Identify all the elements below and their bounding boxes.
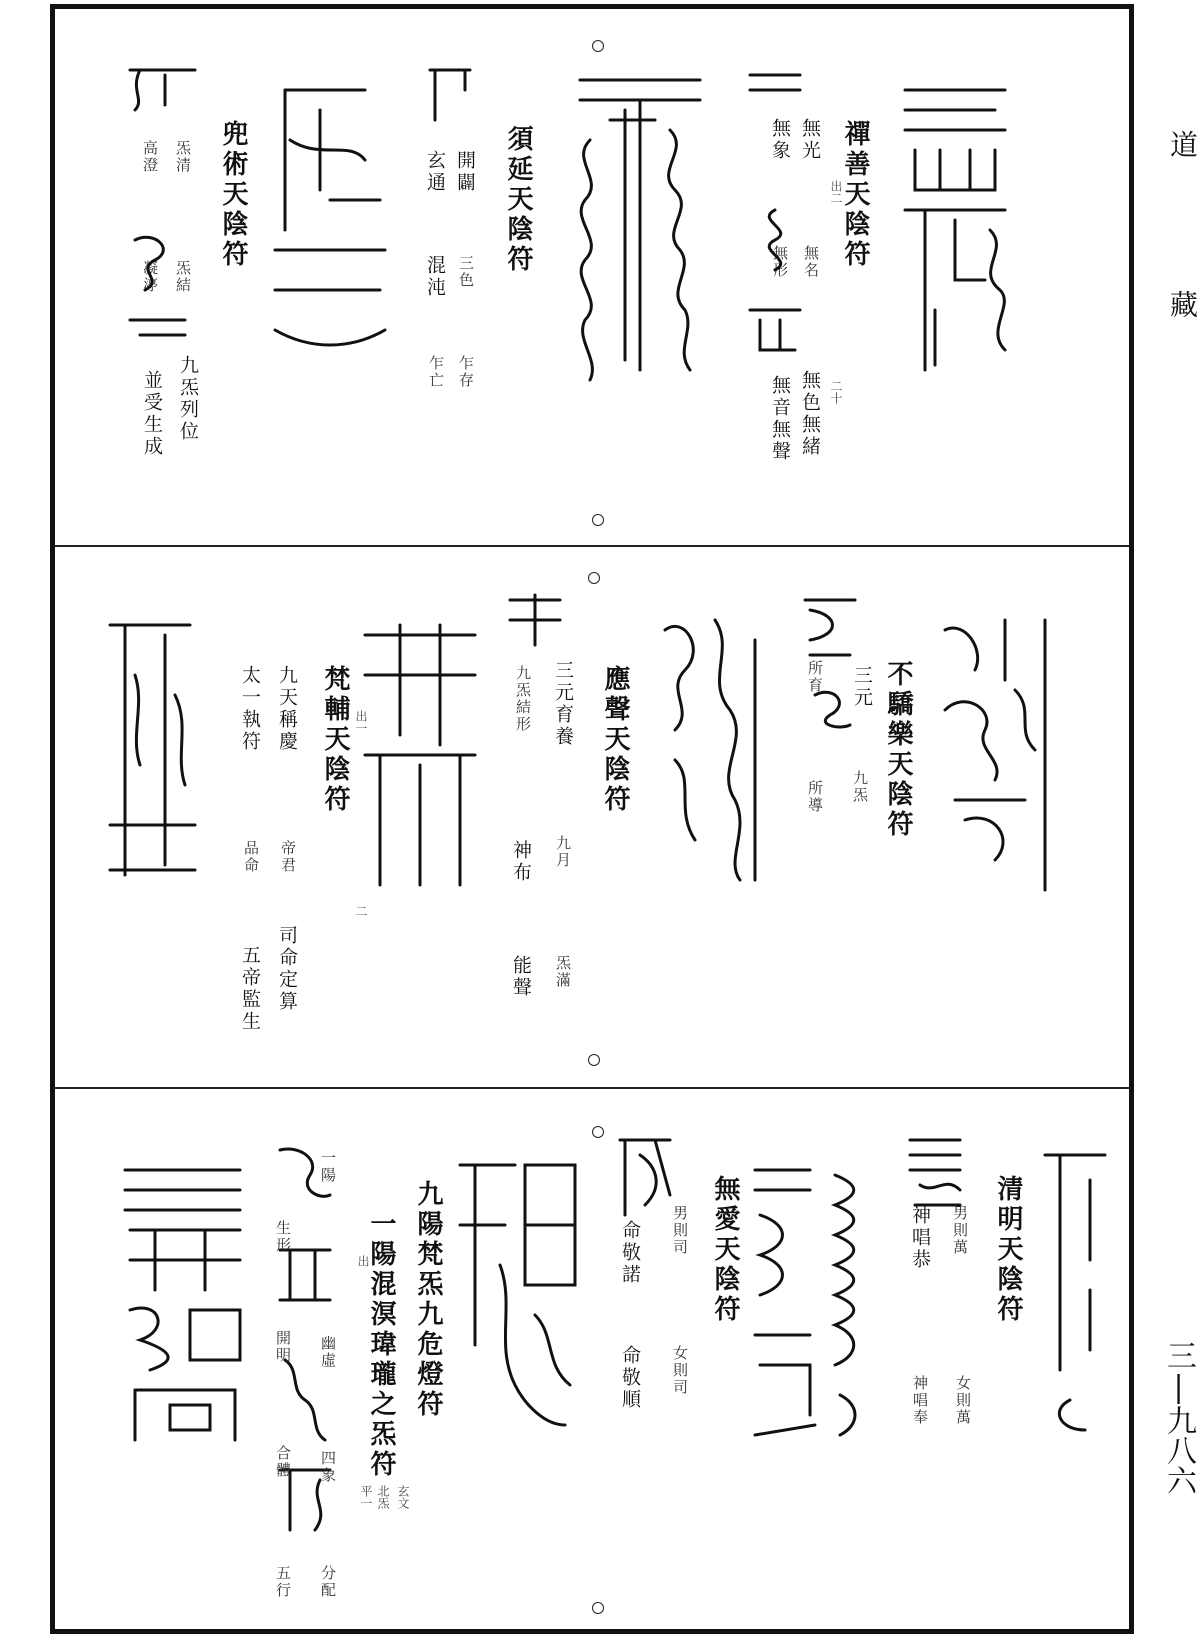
annotation: 無名: [802, 245, 820, 279]
annotation: 九炁列位: [177, 355, 199, 443]
annotation: 高澄: [141, 140, 159, 174]
talisman-title: 清明天陰符: [993, 1175, 1023, 1325]
talisman-title: 無愛天陰符: [710, 1175, 740, 1325]
annotation: 所導: [806, 780, 824, 814]
annotation: 炁滿: [554, 955, 572, 989]
annotation: 分配: [319, 1565, 337, 1599]
annotation: 乍亡: [427, 355, 445, 389]
annotation: 開闢: [454, 150, 476, 194]
seal-glyph-small: [505, 590, 565, 650]
annotation: 三元育養: [552, 660, 574, 748]
annotation: 五帝監生: [239, 945, 261, 1033]
seal-glyph-bujiaole: [935, 610, 1065, 900]
annotation: 九月: [554, 835, 572, 869]
page-number: 三|九八六: [1161, 1340, 1196, 1495]
annotation: 神唱恭: [909, 1205, 931, 1271]
circle-marker: [592, 40, 604, 52]
seal-glyph-large-center: [455, 1145, 585, 1435]
annotation: 生形: [274, 1220, 292, 1254]
talisman-title: 九陽梵炁九危燈符: [413, 1180, 443, 1420]
annotation: 品命: [242, 840, 260, 874]
talisman-title: 須延天陰符: [503, 125, 533, 275]
annotation: 並受生成: [141, 370, 163, 458]
annotation: 四象: [319, 1450, 337, 1484]
seal-glyph-medium: [270, 80, 390, 370]
annotation: 炁結: [174, 260, 192, 294]
seal-glyph-wuai: [750, 1155, 880, 1445]
talisman-title: 應聲天陰符: [600, 665, 630, 815]
annotation: 無音無聲: [769, 375, 791, 463]
seal-glyph-small: [745, 70, 805, 360]
annotation: 男則萬: [951, 1205, 969, 1256]
seal-glyph-large-left: [105, 615, 200, 885]
seal-glyph-fanfu: [360, 615, 480, 895]
annotation: 合體: [274, 1445, 292, 1479]
annotation: 太一執符: [239, 665, 261, 753]
annotation: 司命定算: [276, 925, 298, 1013]
seal-glyph-small: [615, 1135, 675, 1220]
mark: 二: [354, 905, 368, 917]
annotation: 帝君: [279, 840, 297, 874]
annotation: 凝渟: [141, 260, 159, 294]
annotation: 一陽: [319, 1150, 337, 1184]
panel-divider-2: [55, 1087, 1129, 1089]
annotation: 無光: [799, 118, 821, 162]
annotation: 命敬順: [619, 1345, 641, 1411]
annotation: 所育: [806, 660, 824, 694]
annotation: 開明: [274, 1330, 292, 1364]
annotation: 九炁: [851, 770, 869, 804]
mark: 北炁: [376, 1485, 390, 1509]
annotation: 三元: [851, 665, 873, 709]
annotation: 命敬諾: [619, 1220, 641, 1286]
annotation: 混沌: [424, 255, 446, 299]
annotation: 九炁結形: [514, 665, 532, 733]
talisman-title: 禪善天陰符: [840, 120, 870, 270]
margin-label-dao: 道: [1166, 130, 1199, 158]
annotation: 神唱奉: [911, 1375, 929, 1426]
annotation: 九天稱慶: [276, 665, 298, 753]
annotation: 玄通: [424, 150, 446, 194]
seal-glyph-large-left: [120, 1160, 250, 1450]
talisman-title: 梵輔天陰符: [320, 665, 350, 815]
mark: 玄文: [396, 1485, 410, 1509]
annotation: 三色: [457, 255, 475, 289]
annotation: 女則萬: [954, 1375, 972, 1426]
seal-glyph-xuyan: [575, 70, 705, 390]
talisman-title: 兜術天陰符: [218, 120, 248, 270]
annotation: 炁清: [174, 140, 192, 174]
talisman-title: 不驕樂天陰符: [883, 660, 913, 840]
mark: 出一: [354, 710, 368, 734]
annotation: 無形: [771, 245, 789, 279]
panel-divider-1: [55, 545, 1129, 547]
margin-label-zang: 藏: [1166, 290, 1199, 318]
annotation: 男則司: [671, 1205, 689, 1256]
annotation: 乍存: [457, 355, 475, 389]
talisman-subtitle: 一陽混溟瑋瓏之炁符: [366, 1210, 396, 1480]
annotation: 能聲: [510, 955, 532, 999]
seal-glyph-small: [425, 65, 475, 125]
seal-glyph-yingsheng: [655, 610, 765, 890]
circle-marker: [588, 572, 600, 584]
seal-glyph-small: [125, 60, 200, 350]
mark: 出: [356, 1255, 370, 1267]
annotation: 五行: [274, 1565, 292, 1599]
annotation: 無象: [769, 118, 791, 162]
circle-marker: [592, 1602, 604, 1614]
mark: 平一: [359, 1485, 373, 1509]
mark: 二十: [829, 380, 843, 404]
annotation: 神布: [510, 840, 532, 884]
circle-marker: [588, 1054, 600, 1066]
seal-glyph-chanshan: [895, 80, 1015, 380]
seal-glyph-qingming: [1040, 1140, 1110, 1440]
annotation: 幽虛: [319, 1335, 337, 1369]
annotation: 女則司: [671, 1345, 689, 1396]
mark: 出二: [829, 180, 843, 204]
circle-marker: [592, 1126, 604, 1138]
annotation: 無色無緒: [799, 370, 821, 458]
circle-marker: [592, 514, 604, 526]
